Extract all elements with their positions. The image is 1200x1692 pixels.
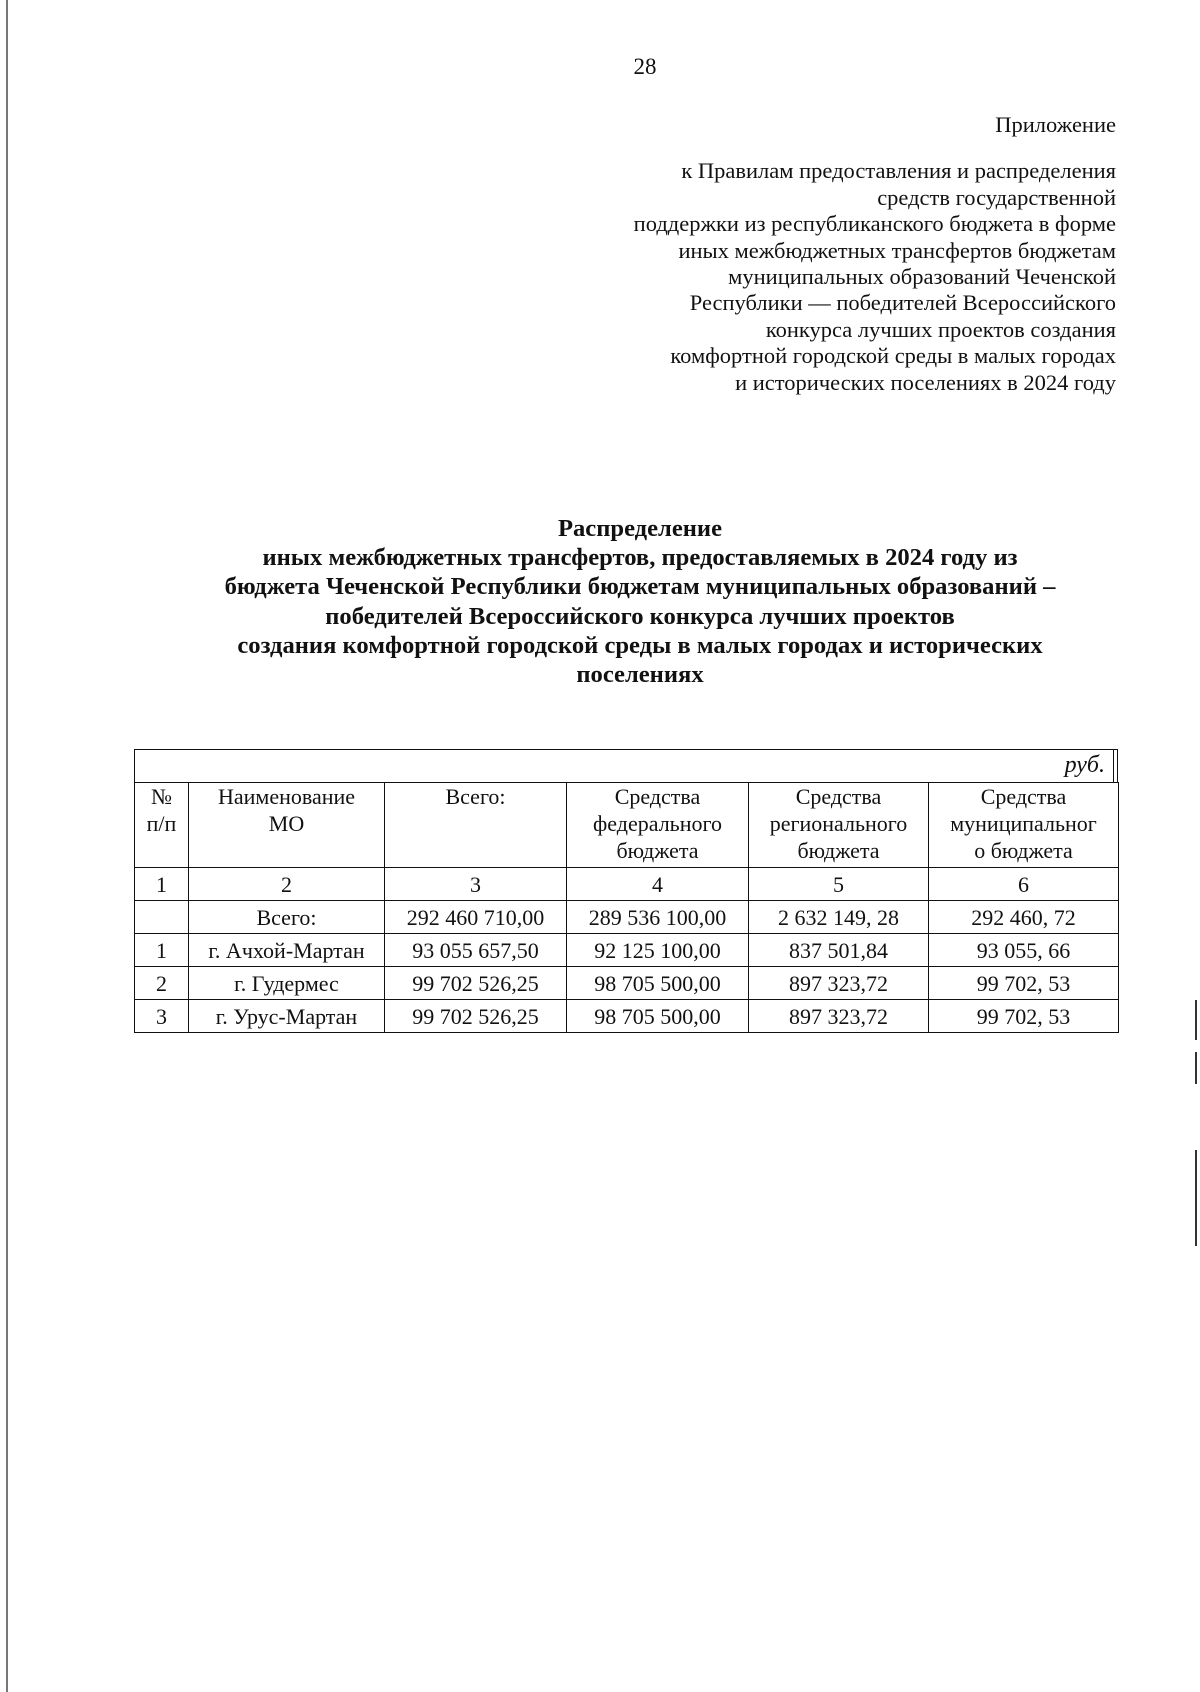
column-number-row: [135, 868, 1119, 901]
header-line: №: [151, 784, 172, 809]
header-line: Наименование: [217, 784, 356, 809]
header-cell: [749, 783, 929, 868]
table-row: [135, 967, 1119, 1000]
unit-row: [134, 749, 1118, 782]
header-line: о бюджета: [974, 838, 1073, 863]
table-cell: 98 705 500,00: [567, 1000, 749, 1033]
table-row: [135, 901, 1119, 934]
appendix-line: муниципальных образований Чеченской: [728, 264, 1116, 290]
table-row: [135, 1000, 1119, 1033]
table-cell: 2 632 149, 28: [749, 901, 929, 934]
document-title: [160, 514, 1120, 689]
appendix-line: поддержки из республиканского бюджета в форме: [633, 211, 1116, 237]
table-cell: 1: [135, 934, 189, 967]
scan-mark: [1195, 1150, 1197, 1246]
header-line: Средства: [614, 784, 701, 809]
title-line: поселениях: [576, 661, 704, 689]
title-line: иных межбюджетных трансфертов, предоставляемых в 2024 году из: [262, 544, 1018, 572]
page-edge-line: [6, 0, 8, 1692]
header-cell: [135, 783, 189, 868]
table-row: [135, 934, 1119, 967]
appendix-line: комфортной городской среды в малых городах: [670, 343, 1116, 369]
table-cell: 2: [135, 967, 189, 1000]
table-cell: 99 702 526,25: [385, 967, 567, 1000]
column-number-cell: 1: [135, 868, 189, 901]
header-line: федерального: [593, 811, 722, 836]
header-line: МО: [268, 811, 305, 836]
header-line: Всего:: [445, 784, 506, 809]
table-cell: 93 055, 66: [929, 934, 1119, 967]
header-line: Средства: [980, 784, 1067, 809]
appendix-line: иных межбюджетных трансфертов бюджетам: [678, 237, 1116, 263]
header-line: Средства: [795, 784, 882, 809]
distribution-table: [134, 782, 1119, 1033]
header-line: бюджета: [616, 838, 699, 863]
table-cell: 99 702 526,25: [385, 1000, 567, 1033]
appendix-block: [556, 112, 1116, 396]
table-cell: 99 702, 53: [929, 967, 1119, 1000]
table-cell: г. Гудермес: [189, 967, 385, 1000]
table-cell: 98 705 500,00: [567, 967, 749, 1000]
header-line: муниципальног: [950, 811, 1097, 836]
table-cell: Всего:: [189, 901, 385, 934]
table-cell: 3: [135, 1000, 189, 1033]
table-cell: 897 323,72: [749, 967, 929, 1000]
header-cell: [567, 783, 749, 868]
distribution-table-wrap: [134, 749, 1118, 1033]
table-cell: 92 125 100,00: [567, 934, 749, 967]
currency-unit: руб.: [1064, 752, 1105, 778]
column-number-cell: 5: [749, 868, 929, 901]
table-cell: 292 460, 72: [929, 901, 1119, 934]
column-number-cell: 6: [929, 868, 1119, 901]
scan-mark: [1195, 1000, 1197, 1040]
scan-mark: [1195, 1052, 1197, 1084]
title-line: создания комфортной городской среды в малых городах и исторических: [237, 631, 1043, 659]
table-body: [135, 783, 1119, 1033]
header-cell: [929, 783, 1119, 868]
header-cell: [189, 783, 385, 868]
title-line: Распределение: [557, 515, 722, 542]
header-line: регионального: [769, 811, 908, 836]
table-cell: 292 460 710,00: [385, 901, 567, 934]
column-number-cell: 2: [189, 868, 385, 901]
appendix-line: к Правилам предоставления и распределения: [681, 158, 1116, 184]
table-cell: 289 536 100,00: [567, 901, 749, 934]
column-number-cell: 3: [385, 868, 567, 901]
appendix-line: средств государственной: [877, 184, 1116, 210]
title-line: победителей Всероссийского конкурса лучших проектов: [325, 602, 955, 630]
appendix-line: конкурса лучших проектов создания: [765, 316, 1116, 342]
header-row: [135, 783, 1119, 868]
table-cell: [135, 901, 189, 934]
table-cell: г. Ачхой-Мартан: [189, 934, 385, 967]
title-line: бюджета Чеченской Республики бюджетам муниципальных образований –: [224, 573, 1056, 601]
appendix-title: Приложение: [995, 112, 1116, 137]
table-cell: 837 501,84: [749, 934, 929, 967]
table-cell: 93 055 657,50: [385, 934, 567, 967]
header-line: п/п: [146, 811, 177, 836]
header-line: бюджета: [797, 838, 880, 863]
page-number: 28: [633, 54, 657, 79]
table-cell: 99 702, 53: [929, 1000, 1119, 1033]
column-number-cell: 4: [567, 868, 749, 901]
table-cell: 897 323,72: [749, 1000, 929, 1033]
appendix-line: Республики — победителей Всероссийского: [689, 290, 1116, 316]
table-cell: г. Урус-Мартан: [189, 1000, 385, 1033]
appendix-line: и исторических поселениях в 2024 году: [735, 369, 1116, 395]
header-cell: [385, 783, 567, 868]
